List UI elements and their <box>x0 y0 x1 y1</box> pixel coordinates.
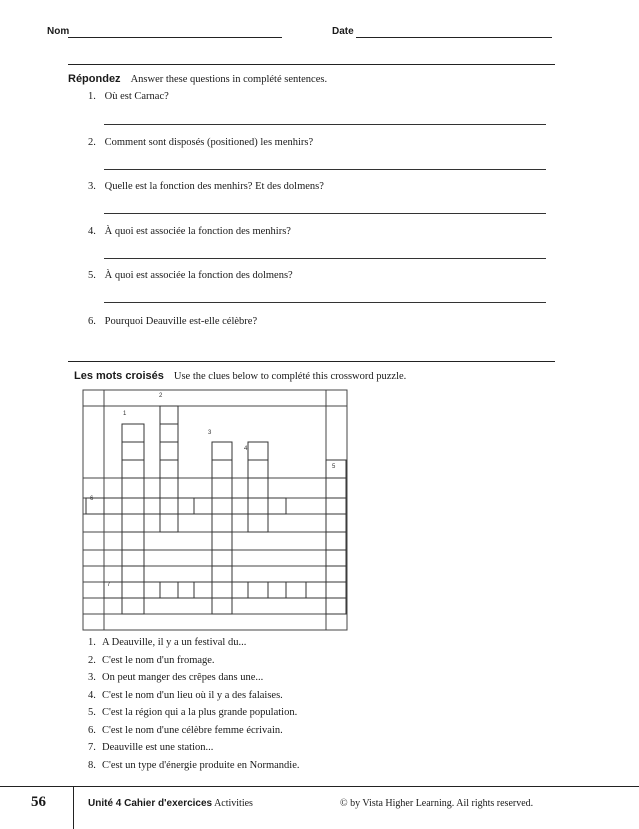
footer-unit-suffix: Activities <box>214 798 253 809</box>
section-divider <box>68 361 555 362</box>
grid-number-6: 6 <box>90 496 94 502</box>
answer-line-3[interactable] <box>104 213 546 214</box>
section-top-rule <box>68 64 555 65</box>
copyright-notice: © by Vista Higher Learning. Ail rights reserved. <box>340 798 534 809</box>
word-cells-3 <box>212 442 232 614</box>
crossword-grid[interactable] <box>82 386 350 636</box>
footer-divider <box>73 786 74 829</box>
answer-section-title: Répondez <box>68 73 121 85</box>
word-cells-1 <box>122 424 144 614</box>
date-label: Date <box>332 26 354 37</box>
crossword-title: Les mots croisés <box>74 370 164 382</box>
answer-line-4[interactable] <box>104 258 546 259</box>
question-5: 5. À quoi est associée la fonction des dolmens? <box>88 270 293 281</box>
answer-line-5[interactable] <box>104 302 546 303</box>
grid-number-4: 4 <box>244 446 248 452</box>
question-4: 4. À quoi est associée la fonction des menhirs? <box>88 226 291 237</box>
clue-6: 6. C'est le nom d'une célèbre femme écrivain. <box>88 725 283 736</box>
question-2: 2. Comment sont disposés (positioned) les menhirs? <box>88 137 314 148</box>
clue-1: 1. A Deauville, il y a un festival du... <box>88 637 247 648</box>
grid-number-2: 2 <box>159 393 163 399</box>
clue-4: 4. C'est le nom d'un lieu où il y a des falaises. <box>88 690 283 701</box>
word-cells-4 <box>248 442 268 532</box>
answer-section-instruction: Answer these questions in complété sentences. <box>130 74 328 85</box>
word-cells-5 <box>326 460 346 614</box>
clue-8: 8. C'est un type d'énergie produite en Normandie. <box>88 760 300 771</box>
grid-number-7: 7 <box>107 582 111 588</box>
name-label: Nom <box>47 26 70 37</box>
grid-number-3: 3 <box>208 430 212 436</box>
word-cells-2 <box>160 406 178 532</box>
clue-5: 5. C'est la région qui a la plus grande population. <box>88 707 298 718</box>
footer-rule <box>0 786 639 787</box>
crossword-instruction: Use the clues below to complété this crossword puzzle. <box>173 371 407 382</box>
answer-line-2[interactable] <box>104 169 546 170</box>
question-3: 3. Quelle est la fonction des menhirs? Et des dolmens? <box>88 181 324 192</box>
name-line[interactable] <box>68 37 282 38</box>
footer-unit <box>88 798 253 809</box>
clue-3: 3. On peut manger des crêpes dans une... <box>88 672 264 683</box>
clue-2: 2. C'est le nom d'un fromage. <box>88 655 215 666</box>
date-line[interactable] <box>356 37 552 38</box>
page-number: 56 <box>31 794 46 810</box>
crossword-heading <box>74 366 406 384</box>
clue-7: 7. Deauville est une station... <box>88 742 214 753</box>
grid-number-1: 1 <box>123 411 127 417</box>
question-6: 6. Pourquoi Deauville est-elle célèbre? <box>88 316 258 327</box>
grid-number-5: 5 <box>332 464 336 470</box>
answer-section-heading <box>68 69 327 87</box>
question-1: 1. Où est Carnac? <box>88 91 169 102</box>
footer-unit-title: Unité 4 Cahier d'exercices <box>88 798 213 809</box>
answer-line-1[interactable] <box>104 124 546 125</box>
